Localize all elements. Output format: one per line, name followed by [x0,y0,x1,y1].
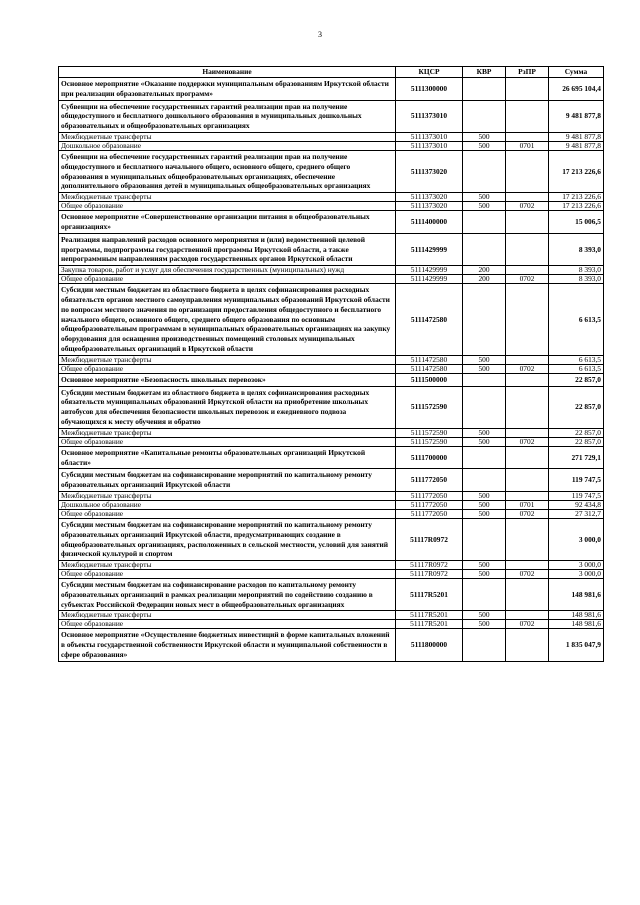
table-row [59,266,604,275]
cell-name: Межбюджетные трансферты [59,132,396,141]
cell-name: Субсидии местным бюджетам из областного бюджета в целях софинансирования расходных обязательств муниципальных образований Иркутской области на приобретение школьных автобусов для обеспечения безопасности школьных перевозок и ежедневного подвоза обучающихся к месту обучения и обратно [59,386,396,428]
cell-kvr: 500 [463,509,506,518]
cell-rzpr [506,386,549,428]
table-row [59,500,604,509]
table-row [59,284,604,356]
cell-sum: 22 857,0 [549,428,604,437]
cell-sum: 148 981,6 [549,611,604,620]
table-row [59,78,604,101]
table-row [59,620,604,629]
cell-sum: 271 729,1 [549,446,604,469]
table-row [59,491,604,500]
cell-name: Общее образование [59,202,396,211]
cell-kvr [463,446,506,469]
cell-rzpr: 0702 [506,570,549,579]
cell-name: Основное мероприятие «Осуществление бюджетных инвестиций в форме капитальных вложений в объекты государственной собственности Иркутской области и муниципальной собственности в сфере образования» [59,629,396,661]
header-kvr: КВР [463,67,506,78]
cell-name: Межбюджетные трансферты [59,193,396,202]
table-row [59,386,604,428]
cell-sum: 27 312,7 [549,509,604,518]
cell-kvr [463,284,506,356]
cell-sum: 17 213 226,6 [549,150,604,192]
cell-kcsr: 51117R0972 [396,570,463,579]
table-row [59,570,604,579]
table-row [59,275,604,284]
cell-rzpr: 0702 [506,509,549,518]
cell-sum: 17 213 226,6 [549,193,604,202]
cell-kcsr: 51117R0972 [396,561,463,570]
cell-kcsr: 5111572590 [396,386,463,428]
table-row [59,132,604,141]
cell-kcsr: 51117R5201 [396,620,463,629]
cell-sum: 3 000,0 [549,518,604,560]
cell-name: Общее образование [59,620,396,629]
cell-kcsr: 5111373020 [396,202,463,211]
cell-name: Основное мероприятие «Капитальные ремонты образовательных организаций Иркутской области» [59,446,396,469]
cell-kvr: 500 [463,500,506,509]
cell-name: Общее образование [59,364,396,373]
cell-name: Субвенции на обеспечение государственных гарантий реализации прав на получение общедоступного и бесплатного дошкольного образования в муниципальных дошкольных образовательных и общеобразовательных организациях [59,100,396,132]
cell-kcsr: 5111500000 [396,373,463,386]
cell-rzpr: 0702 [506,437,549,446]
cell-kvr [463,233,506,265]
cell-sum: 26 695 104,4 [549,78,604,101]
cell-sum: 6 613,5 [549,364,604,373]
cell-sum: 119 747,5 [549,469,604,492]
table-row [59,211,604,234]
cell-kvr [463,579,506,611]
cell-kcsr: 5111772050 [396,500,463,509]
cell-rzpr [506,373,549,386]
header-rzpr: РзПР [506,67,549,78]
table-row [59,469,604,492]
table-row [59,373,604,386]
cell-name: Основное мероприятие «Совершенствование организации питания в общеобразовательных организациях» [59,211,396,234]
cell-rzpr [506,150,549,192]
cell-rzpr [506,446,549,469]
cell-rzpr [506,491,549,500]
cell-kcsr: 51117R0972 [396,518,463,560]
cell-rzpr [506,211,549,234]
cell-rzpr [506,611,549,620]
cell-rzpr: 0701 [506,141,549,150]
cell-kvr [463,150,506,192]
cell-rzpr: 0702 [506,275,549,284]
cell-sum: 148 981,6 [549,620,604,629]
table-row [59,518,604,560]
cell-kcsr: 51117R5201 [396,579,463,611]
cell-name: Дошкольное образование [59,141,396,150]
cell-kvr: 200 [463,266,506,275]
cell-kcsr: 5111373020 [396,150,463,192]
cell-name: Реализация направлений расходов основного мероприятия и (или) ведомственной целевой программы, подпрограммы государственной программы Иркутской области, а также непрограммным направлениям расходов государственных органов Иркутской области [59,233,396,265]
cell-sum: 22 857,0 [549,386,604,428]
cell-kcsr: 5111700000 [396,446,463,469]
page-number: 3 [318,30,322,39]
table-row [59,202,604,211]
cell-sum: 6 613,5 [549,355,604,364]
table-row [59,355,604,364]
cell-rzpr: 0702 [506,620,549,629]
cell-name: Субсидии местным бюджетам из областного бюджета в целях софинансирования расходных обязательств органов местного самоуправления муниципальных образований Иркутской области по вопросам местного значения по организации предоставления общедоступного и бесплатного начального общего, основного общего, среднего общего образования по основным общеобразовательным программам в муниципальных образовательных организациях на закупку оборудования для оснащения производственных помещений столовых муниципальных общеобразовательных организаций в Иркутской области [59,284,396,356]
cell-name: Субсидии местным бюджетам на софинансирование мероприятий по капитальному ремонту образовательных организаций Иркутской области [59,469,396,492]
cell-kcsr: 5111429999 [396,233,463,265]
cell-name: Межбюджетные трансферты [59,355,396,364]
cell-kvr [463,373,506,386]
cell-kcsr: 5111300000 [396,78,463,101]
cell-kvr: 500 [463,437,506,446]
cell-rzpr [506,469,549,492]
cell-sum: 148 981,6 [549,579,604,611]
cell-rzpr [506,78,549,101]
cell-kcsr: 5111800000 [396,629,463,661]
cell-sum: 119 747,5 [549,491,604,500]
cell-name: Общее образование [59,570,396,579]
header-name: Наименование [59,67,396,78]
table-row [59,446,604,469]
cell-kvr: 500 [463,355,506,364]
cell-kcsr: 5111373020 [396,193,463,202]
table-header-row [59,67,604,78]
header-sum: Сумма [549,67,604,78]
cell-sum: 3 000,0 [549,561,604,570]
cell-name: Межбюджетные трансферты [59,611,396,620]
table-row [59,100,604,132]
table-row [59,509,604,518]
cell-kvr: 500 [463,491,506,500]
cell-rzpr [506,284,549,356]
cell-kvr: 500 [463,570,506,579]
cell-name: Межбюджетные трансферты [59,491,396,500]
cell-kvr [463,78,506,101]
header-kcsr: КЦСР [396,67,463,78]
cell-kvr [463,469,506,492]
table-row [59,364,604,373]
cell-name: Субсидии местным бюджетам на софинансирование мероприятий по капитальному ремонту образовательных организаций Иркутской области, предусматривающих создание в общеобразовательных организациях, расположенных в сельской местности, условий для занятий физической культурой и спортом [59,518,396,560]
cell-kvr: 200 [463,275,506,284]
table-row [59,579,604,611]
cell-rzpr [506,266,549,275]
cell-sum: 15 006,5 [549,211,604,234]
table-row [59,629,604,661]
cell-kcsr: 5111472580 [396,355,463,364]
cell-kcsr: 5111429999 [396,275,463,284]
cell-rzpr [506,132,549,141]
cell-sum: 8 393,0 [549,233,604,265]
cell-kvr: 500 [463,364,506,373]
cell-rzpr [506,561,549,570]
cell-kcsr: 51117R5201 [396,611,463,620]
cell-kcsr: 5111472580 [396,284,463,356]
cell-rzpr: 0702 [506,364,549,373]
cell-kvr: 500 [463,132,506,141]
cell-kvr: 500 [463,620,506,629]
cell-rzpr: 0702 [506,202,549,211]
cell-name: Основное мероприятие «Безопасность школьных перевозок» [59,373,396,386]
cell-name: Дошкольное образование [59,500,396,509]
cell-sum: 3 000,0 [549,570,604,579]
table-row [59,561,604,570]
cell-name: Субсидии местным бюджетам на софинансирование расходов по капитальному ремонту образовательных организаций в рамках реализации мероприятий по содействию созданию в субъектах Российской Федерации новых мест в общеобразовательных организациях [59,579,396,611]
table-row [59,437,604,446]
cell-rzpr: 0701 [506,500,549,509]
cell-kvr: 500 [463,611,506,620]
cell-kvr: 500 [463,428,506,437]
cell-kcsr: 5111373010 [396,132,463,141]
cell-name: Общее образование [59,275,396,284]
cell-sum: 17 213 226,6 [549,202,604,211]
cell-name: Закупка товаров, работ и услуг для обеспечения государственных (муниципальных) нужд [59,266,396,275]
cell-kcsr: 5111472580 [396,364,463,373]
table-body [59,78,604,662]
table-row [59,233,604,265]
cell-name: Межбюджетные трансферты [59,561,396,570]
cell-kcsr: 5111572590 [396,437,463,446]
cell-kvr [463,386,506,428]
budget-table [58,66,604,662]
cell-rzpr [506,233,549,265]
cell-rzpr [506,629,549,661]
cell-sum: 9 481 877,8 [549,141,604,150]
cell-name: Основное мероприятие «Оказание поддержки муниципальным образованиям Иркутской области при реализации образовательных программ» [59,78,396,101]
table-row [59,428,604,437]
cell-sum: 22 857,0 [549,437,604,446]
cell-kvr: 500 [463,202,506,211]
cell-name: Общее образование [59,437,396,446]
cell-sum: 8 393,0 [549,275,604,284]
cell-rzpr [506,518,549,560]
cell-rzpr [506,428,549,437]
cell-kcsr: 5111572590 [396,428,463,437]
cell-kvr [463,518,506,560]
table-row [59,141,604,150]
cell-name: Субвенции на обеспечение государственных гарантий реализации прав на получение общедоступного и бесплатного начального общего, основного общего, среднего общего образования в муниципальных общеобразовательных организациях, обеспечение дополнительного образования детей в муниципальных общеобразовательных организациях [59,150,396,192]
cell-kvr: 500 [463,561,506,570]
table-row [59,611,604,620]
cell-rzpr [506,100,549,132]
cell-rzpr [506,193,549,202]
cell-rzpr [506,355,549,364]
cell-sum: 22 857,0 [549,373,604,386]
cell-kvr: 500 [463,193,506,202]
cell-kcsr: 5111772050 [396,509,463,518]
cell-kcsr: 5111400000 [396,211,463,234]
cell-kvr: 500 [463,141,506,150]
cell-kvr [463,211,506,234]
cell-rzpr [506,579,549,611]
cell-sum: 6 613,5 [549,284,604,356]
cell-sum: 9 481 877,8 [549,132,604,141]
cell-kvr [463,629,506,661]
cell-sum: 92 434,8 [549,500,604,509]
table-row [59,193,604,202]
cell-kvr [463,100,506,132]
cell-sum: 9 481 877,8 [549,100,604,132]
cell-kcsr: 5111373010 [396,141,463,150]
cell-kcsr: 5111373010 [396,100,463,132]
cell-kcsr: 5111772050 [396,491,463,500]
table-row [59,150,604,192]
cell-sum: 8 393,0 [549,266,604,275]
cell-kcsr: 5111429999 [396,266,463,275]
cell-sum: 1 835 047,9 [549,629,604,661]
cell-name: Межбюджетные трансферты [59,428,396,437]
cell-name: Общее образование [59,509,396,518]
cell-kcsr: 5111772050 [396,469,463,492]
